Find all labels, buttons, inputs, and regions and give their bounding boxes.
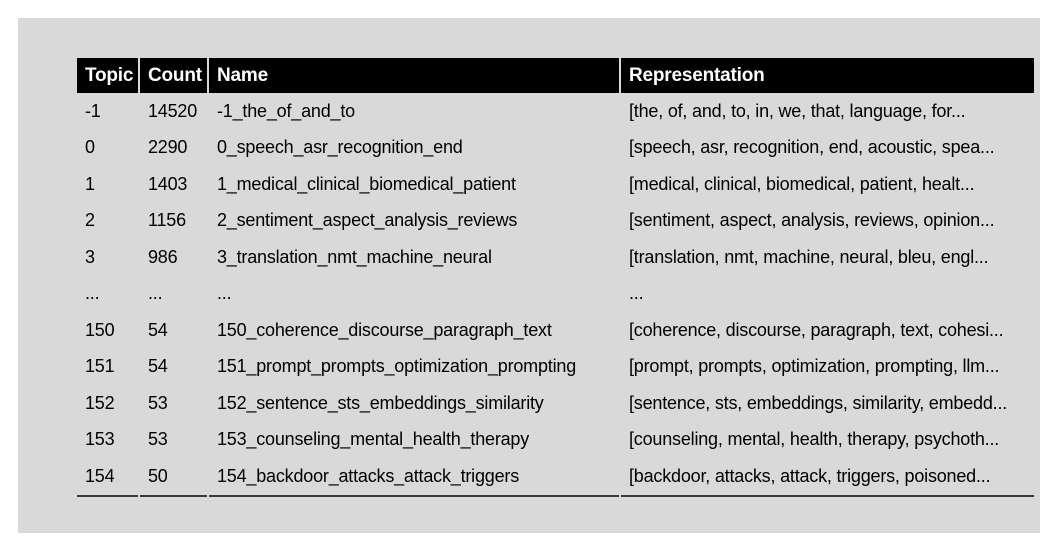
- cell-name: 152_sentence_sts_embeddings_similarity: [217, 392, 544, 413]
- cell-name: ...: [217, 283, 232, 304]
- cell-topic: 151: [85, 356, 115, 377]
- cell-topic: 1: [85, 173, 95, 194]
- figure-panel: [18, 18, 1040, 533]
- cell-count: 1403: [148, 173, 188, 194]
- table-row: [77, 458, 1034, 497]
- cell-topic: 154: [77, 458, 138, 497]
- cell-representation: [coherence, discourse, paragraph, text, cohesi...: [629, 319, 1004, 340]
- cell-count: 986: [148, 246, 178, 267]
- cell-count: 54: [148, 356, 168, 377]
- cell-representation: [the, of, and, to, in, we, that, language, for...: [629, 100, 966, 121]
- table-row: [77, 166, 1034, 203]
- table-row: [77, 385, 1034, 422]
- cell-topic: 150: [85, 319, 115, 340]
- cell-topic: ...: [85, 283, 100, 304]
- cell-count: ...: [148, 283, 163, 304]
- cell-representation: [medical, clinical, biomedical, patient, healt...: [629, 173, 975, 194]
- cell-name: 1_medical_clinical_biomedical_patient: [217, 173, 516, 194]
- column-header-representation: Representation: [621, 58, 1034, 93]
- cell-name: 150_coherence_discourse_paragraph_text: [217, 319, 552, 340]
- cell-representation: [translation, nmt, machine, neural, bleu, engl...: [629, 246, 989, 267]
- cell-representation: ...: [629, 283, 644, 304]
- cell-topic: 153: [85, 429, 115, 450]
- table-row: [77, 422, 1034, 459]
- cell-count: 14520: [148, 100, 198, 121]
- cell-count: 54: [148, 319, 168, 340]
- cell-count: 1156: [148, 210, 186, 231]
- table-row: [77, 239, 1034, 276]
- cell-topic: 0: [85, 137, 95, 158]
- column-header-count: Count: [140, 58, 207, 93]
- cell-representation: [sentence, sts, embeddings, similarity, embedd...: [629, 392, 1008, 413]
- cell-representation: [sentiment, aspect, analysis, reviews, opinion...: [629, 210, 995, 231]
- table-row: [77, 93, 1034, 130]
- cell-topic: -1: [85, 100, 101, 121]
- cell-representation: [prompt, prompts, optimization, prompting, llm...: [629, 356, 1000, 377]
- cell-name: 153_counseling_mental_health_therapy: [217, 429, 530, 450]
- cell-name: 151_prompt_prompts_optimization_prompting: [217, 356, 577, 377]
- cell-name: 154_backdoor_attacks_attack_triggers: [209, 458, 619, 497]
- cell-name: 3_translation_nmt_machine_neural: [217, 246, 492, 267]
- cell-count: 53: [148, 392, 168, 413]
- table-row: [77, 130, 1034, 167]
- cell-count: 50: [140, 458, 207, 497]
- cell-representation: [speech, asr, recognition, end, acoustic, spea...: [629, 137, 995, 158]
- cell-representation: [backdoor, attacks, attack, triggers, poisoned...: [621, 458, 1034, 497]
- table-row-ellipsis: [77, 276, 1034, 313]
- cell-name: 0_speech_asr_recognition_end: [217, 137, 463, 158]
- table-row: [77, 203, 1034, 240]
- cell-count: 2290: [148, 137, 188, 158]
- cell-topic: 2: [85, 210, 95, 231]
- column-header-name: Name: [209, 58, 619, 93]
- cell-count: 53: [148, 429, 168, 450]
- topic-info-table: [75, 58, 1036, 497]
- cell-name: -1_the_of_and_to: [217, 100, 355, 121]
- cell-representation: [counseling, mental, health, therapy, psychoth...: [629, 429, 1000, 450]
- table-header-row: [77, 58, 1034, 93]
- cell-topic: 152: [85, 392, 115, 413]
- column-header-topic: Topic: [77, 58, 138, 93]
- cell-name: 2_sentiment_aspect_analysis_reviews: [217, 210, 518, 231]
- table-row: [77, 349, 1034, 386]
- cell-topic: 3: [85, 246, 95, 267]
- table-row: [77, 312, 1034, 349]
